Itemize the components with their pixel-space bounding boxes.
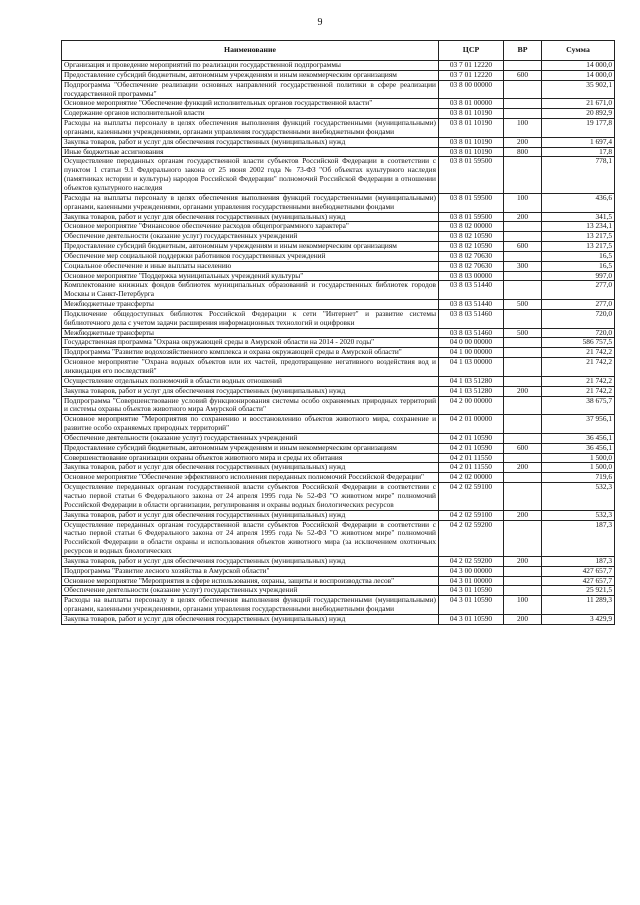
- cell-name: Осуществление отдельных полномочий в области водных отношений: [62, 376, 439, 386]
- cell-name: Основное мероприятие "Мероприятия в сфере использования, охраны, защиты и воспроизводства лесов": [62, 576, 439, 586]
- table-row: [62, 483, 615, 511]
- cell-csr: 04 1 00 00000: [439, 348, 504, 358]
- cell-vr: [504, 348, 542, 358]
- cell-sum: 35 902,1: [542, 80, 615, 99]
- table-row: [62, 443, 615, 453]
- cell-name: Содержание органов исполнительной власти: [62, 109, 439, 119]
- table-row: [62, 510, 615, 520]
- cell-name: Обеспечение деятельности (оказание услуг) государственных учреждений: [62, 433, 439, 443]
- table-row: [62, 242, 615, 252]
- cell-csr: 03 8 03 51460: [439, 328, 504, 338]
- cell-csr: 04 3 01 00000: [439, 576, 504, 586]
- table-row: [62, 261, 615, 271]
- table-row: [62, 109, 615, 119]
- cell-vr: [504, 576, 542, 586]
- cell-csr: 04 3 01 10590: [439, 614, 504, 624]
- table-row: [62, 576, 615, 586]
- table-row: [62, 309, 615, 328]
- table-row: [62, 463, 615, 473]
- cell-csr: 04 2 01 00000: [439, 415, 504, 434]
- cell-name: Социальное обеспечение и иные выплаты населению: [62, 261, 439, 271]
- cell-name: Расходы на выплаты персоналу в целях обеспечения выполнения функций государственными (муниципальными) органами, казенными учреждениями, органами управления государственными внебюджетными фондами: [62, 596, 439, 615]
- cell-sum: 11 289,3: [542, 596, 615, 615]
- table-row: [62, 300, 615, 310]
- cell-name: Предоставление субсидий бюджетным, автономным учреждениям и иным некоммерческим организациям: [62, 70, 439, 80]
- cell-name: Организация и проведение мероприятий по реализации государственной подпрограммы: [62, 61, 439, 71]
- cell-vr: [504, 80, 542, 99]
- page-number: 9: [317, 17, 323, 28]
- cell-vr: [504, 338, 542, 348]
- cell-vr: 200: [504, 510, 542, 520]
- table-row: [62, 586, 615, 596]
- cell-vr: 600: [504, 443, 542, 453]
- cell-csr: 04 2 01 11550: [439, 463, 504, 473]
- cell-name: Расходы на выплаты персоналу в целях обеспечения выполнения функций государственными (муниципальными) органами, казенными учреждениями, органами управления государственными внебюджетными фондами: [62, 193, 439, 212]
- cell-name: Государственная программа "Охрана окружающей среды в Амурской области на 2014 - 2020 годы": [62, 338, 439, 348]
- cell-sum: 21 671,0: [542, 99, 615, 109]
- cell-vr: [504, 251, 542, 261]
- cell-sum: 277,0: [542, 300, 615, 310]
- cell-name: Подпрограмма "Развитие лесного хозяйства в Амурской области": [62, 566, 439, 576]
- table-row: [62, 193, 615, 212]
- cell-vr: 200: [504, 137, 542, 147]
- table-row: [62, 566, 615, 576]
- cell-name: Иные бюджетные ассигнования: [62, 147, 439, 157]
- cell-name: Осуществление переданных органам государственной власти субъектов Российской Федерации в соответствии с частью первой статьи 6 Федерального закона от 24 апреля 1995 года № 52-ФЗ "О животном мире" полномочий Российской Федерации в области охраны и использования объектов животного мира (за исключением охотничьих ресурсов и водных биологических: [62, 520, 439, 556]
- table-row: [62, 614, 615, 624]
- cell-csr: 03 8 02 00000: [439, 222, 504, 232]
- budget-table: [61, 40, 615, 625]
- cell-sum: 14 000,0: [542, 70, 615, 80]
- cell-csr: 03 8 00 00000: [439, 80, 504, 99]
- cell-vr: [504, 157, 542, 193]
- table-row: [62, 137, 615, 147]
- cell-name: Межбюджетные трансферты: [62, 300, 439, 310]
- cell-vr: 600: [504, 70, 542, 80]
- cell-csr: 03 8 03 00000: [439, 271, 504, 281]
- cell-vr: 200: [504, 463, 542, 473]
- table-row: [62, 61, 615, 71]
- cell-sum: 778,1: [542, 157, 615, 193]
- cell-name: Комплектование книжных фондов библиотек муниципальных образований и государственных библиотек городов Москвы и Санкт-Петербурга: [62, 281, 439, 300]
- cell-name: Закупка товаров, работ и услуг для обеспечения государственных (муниципальных) нужд: [62, 386, 439, 396]
- cell-name: Закупка товаров, работ и услуг для обеспечения государственных (муниципальных) нужд: [62, 463, 439, 473]
- cell-sum: 21 742,2: [542, 386, 615, 396]
- cell-sum: 720,0: [542, 309, 615, 328]
- cell-sum: 1 500,0: [542, 463, 615, 473]
- cell-vr: 300: [504, 261, 542, 271]
- table-row: [62, 473, 615, 483]
- cell-sum: 277,0: [542, 281, 615, 300]
- cell-csr: 03 8 01 59500: [439, 193, 504, 212]
- cell-sum: 427 657,7: [542, 576, 615, 586]
- cell-vr: [504, 376, 542, 386]
- cell-sum: 17,8: [542, 147, 615, 157]
- cell-csr: 03 8 02 10590: [439, 232, 504, 242]
- cell-vr: 100: [504, 119, 542, 138]
- cell-csr: 04 2 00 00000: [439, 396, 504, 415]
- cell-sum: 13 234,1: [542, 222, 615, 232]
- cell-csr: 04 2 02 59100: [439, 483, 504, 511]
- cell-csr: 04 1 03 51280: [439, 386, 504, 396]
- table-row: [62, 80, 615, 99]
- cell-csr: 03 7 01 12220: [439, 70, 504, 80]
- cell-sum: 586 757,5: [542, 338, 615, 348]
- cell-csr: 03 8 03 51440: [439, 300, 504, 310]
- table-row: [62, 376, 615, 386]
- cell-sum: 997,0: [542, 271, 615, 281]
- cell-sum: 13 217,5: [542, 232, 615, 242]
- cell-name: Предоставление субсидий бюджетным, автономным учреждениям и иным некоммерческим организациям: [62, 443, 439, 453]
- table-row: [62, 212, 615, 222]
- cell-csr: 03 8 01 10190: [439, 137, 504, 147]
- cell-vr: [504, 396, 542, 415]
- cell-vr: [504, 566, 542, 576]
- cell-name: Закупка товаров, работ и услуг для обеспечения государственных (муниципальных) нужд: [62, 137, 439, 147]
- cell-vr: [504, 358, 542, 377]
- cell-vr: 200: [504, 212, 542, 222]
- cell-csr: 03 7 01 12220: [439, 61, 504, 71]
- cell-csr: 03 8 01 59500: [439, 212, 504, 222]
- cell-sum: 21 742,2: [542, 358, 615, 377]
- cell-name: Закупка товаров, работ и услуг для обеспечения государственных (муниципальных) нужд: [62, 510, 439, 520]
- cell-vr: [504, 433, 542, 443]
- table-row: [62, 338, 615, 348]
- table-row: [62, 596, 615, 615]
- cell-name: Закупка товаров, работ и услуг для обеспечения государственных (муниципальных) нужд: [62, 614, 439, 624]
- cell-sum: 427 657,7: [542, 566, 615, 576]
- cell-vr: [504, 271, 542, 281]
- cell-csr: 04 3 01 10590: [439, 596, 504, 615]
- cell-name: Подключение общедоступных библиотек Российской Федерации к сети "Интернет" и развитие системы библиотечного дела с учетом задачи расширения информационных технологий и оцифровки: [62, 309, 439, 328]
- table-row: [62, 396, 615, 415]
- cell-sum: 436,6: [542, 193, 615, 212]
- table-row: [62, 520, 615, 556]
- cell-sum: 341,5: [542, 212, 615, 222]
- cell-csr: 03 8 02 70630: [439, 261, 504, 271]
- cell-csr: 04 0 00 00000: [439, 338, 504, 348]
- cell-name: Основное мероприятие "Финансовое обеспечение расходов общепрограммного характера": [62, 222, 439, 232]
- cell-csr: 03 8 01 10190: [439, 109, 504, 119]
- cell-csr: 04 1 03 51280: [439, 376, 504, 386]
- cell-csr: 04 2 01 11550: [439, 453, 504, 463]
- cell-vr: [504, 281, 542, 300]
- cell-name: Основное мероприятие "Обеспечение функций исполнительных органов государственной власти": [62, 99, 439, 109]
- cell-sum: 36 456,1: [542, 433, 615, 443]
- cell-vr: [504, 473, 542, 483]
- cell-sum: 3 429,9: [542, 614, 615, 624]
- cell-vr: [504, 415, 542, 434]
- cell-sum: 20 892,9: [542, 109, 615, 119]
- cell-csr: 03 8 01 00000: [439, 99, 504, 109]
- cell-csr: 03 8 01 59500: [439, 157, 504, 193]
- table-row: [62, 70, 615, 80]
- cell-vr: [504, 483, 542, 511]
- cell-vr: 100: [504, 193, 542, 212]
- cell-name: Подпрограмма "Совершенствование условий функционирования системы особо охраняемых природных территорий и системы охраны объектов животного мира Амурской области": [62, 396, 439, 415]
- cell-vr: 600: [504, 242, 542, 252]
- cell-vr: 200: [504, 614, 542, 624]
- cell-sum: 16,5: [542, 251, 615, 261]
- cell-csr: 03 8 03 51440: [439, 281, 504, 300]
- header-sum: Сумма: [542, 41, 615, 61]
- table-row: [62, 453, 615, 463]
- cell-vr: 800: [504, 147, 542, 157]
- table-row: [62, 251, 615, 261]
- header-name: Наименование: [62, 41, 439, 61]
- table-row: [62, 556, 615, 566]
- cell-vr: 500: [504, 300, 542, 310]
- cell-sum: 14 000,0: [542, 61, 615, 71]
- cell-vr: [504, 520, 542, 556]
- cell-sum: 187,3: [542, 556, 615, 566]
- cell-csr: 03 8 03 51460: [439, 309, 504, 328]
- cell-name: Обеспечение мер социальной поддержки работников государственных учреждений: [62, 251, 439, 261]
- cell-sum: 532,3: [542, 483, 615, 511]
- cell-sum: 38 675,7: [542, 396, 615, 415]
- cell-vr: [504, 99, 542, 109]
- cell-sum: 13 217,5: [542, 242, 615, 252]
- cell-name: Основное мероприятие "Поддержка муниципальных учреждений культуры": [62, 271, 439, 281]
- cell-csr: 04 2 02 59100: [439, 510, 504, 520]
- cell-csr: 03 8 02 70630: [439, 251, 504, 261]
- cell-csr: 03 8 02 10590: [439, 242, 504, 252]
- cell-sum: 1 697,4: [542, 137, 615, 147]
- cell-name: Осуществление переданных органам государственной власти субъектов Российской Федерации в соответствии с пунктом 1 статьи 9.1 Федерального закона от 25 июня 2002 года № 73-ФЗ "Об объектах культурного наследия (памятниках истории и культуры) народов Российской Федерации" полномочий Российской Федерации в отношении объектов культурного наследия: [62, 157, 439, 193]
- cell-csr: 04 3 01 10590: [439, 586, 504, 596]
- cell-csr: 03 8 01 10190: [439, 119, 504, 138]
- cell-sum: 720,0: [542, 328, 615, 338]
- cell-name: Осуществление переданных органам государственной власти субъектов Российской Федерации в соответствии с частью первой статьи 6 Федерального закона от 24 апреля 1995 года № 52-ФЗ "О животном мире" полномочий Российской Федерации в области организации, регулирования и охраны водных биологических ресурсов: [62, 483, 439, 511]
- table-row: [62, 386, 615, 396]
- cell-name: Подпрограмма "Развитие водохозяйственного комплекса и охрана окружающей среды в Амурской области": [62, 348, 439, 358]
- cell-vr: 200: [504, 386, 542, 396]
- cell-name: Основное мероприятие "Обеспечение эффективного исполнения переданных полномочий Российской Федерации": [62, 473, 439, 483]
- cell-csr: 04 2 01 10590: [439, 443, 504, 453]
- cell-sum: 37 956,1: [542, 415, 615, 434]
- cell-name: Основное мероприятие "Мероприятия по сохранению и восстановлению объектов животного мира, сохранение и развитие особо охраняемых природных территорий": [62, 415, 439, 434]
- cell-csr: 03 8 01 10190: [439, 147, 504, 157]
- cell-name: Совершенствование организации охраны объектов животного мира и среды их обитания: [62, 453, 439, 463]
- table-row: [62, 232, 615, 242]
- cell-vr: [504, 222, 542, 232]
- cell-vr: 500: [504, 328, 542, 338]
- cell-vr: [504, 61, 542, 71]
- cell-sum: 16,5: [542, 261, 615, 271]
- table-row: [62, 271, 615, 281]
- cell-name: Подпрограмма "Обеспечение реализации основных направлений государственной политики в сфере реализации государственной программы": [62, 80, 439, 99]
- cell-csr: 04 2 02 59200: [439, 520, 504, 556]
- table-row: [62, 222, 615, 232]
- table-row: [62, 157, 615, 193]
- cell-sum: 25 921,5: [542, 586, 615, 596]
- cell-sum: 19 177,8: [542, 119, 615, 138]
- cell-sum: 719,6: [542, 473, 615, 483]
- cell-name: Расходы на выплаты персоналу в целях обеспечения выполнения функций государственными (муниципальными) органами, казенными учреждениями, органами управления государственными внебюджетными фондами: [62, 119, 439, 138]
- cell-sum: 36 456,1: [542, 443, 615, 453]
- cell-sum: 21 742,2: [542, 376, 615, 386]
- table-row: [62, 147, 615, 157]
- cell-sum: 187,3: [542, 520, 615, 556]
- table-row: [62, 358, 615, 377]
- table-row: [62, 281, 615, 300]
- cell-name: Обеспечение деятельности (оказание услуг) государственных учреждений: [62, 586, 439, 596]
- cell-name: Обеспечение деятельности (оказание услуг) государственных учреждений: [62, 232, 439, 242]
- cell-vr: [504, 309, 542, 328]
- header-vr: ВР: [504, 41, 542, 61]
- table-row: [62, 328, 615, 338]
- cell-name: Предоставление субсидий бюджетным, автономным учреждениям и иным некоммерческим организациям: [62, 242, 439, 252]
- cell-csr: 04 2 02 00000: [439, 473, 504, 483]
- cell-vr: 200: [504, 556, 542, 566]
- cell-name: Основное мероприятие "Охрана водных объектов или их частей, предотвращение негативного воздействия вод и ликвидация его последствий": [62, 358, 439, 377]
- cell-name: Закупка товаров, работ и услуг для обеспечения государственных (муниципальных) нужд: [62, 212, 439, 222]
- cell-vr: 100: [504, 596, 542, 615]
- table-row: [62, 119, 615, 138]
- table-row: [62, 99, 615, 109]
- cell-sum: 532,3: [542, 510, 615, 520]
- cell-sum: 1 500,0: [542, 453, 615, 463]
- table-row: [62, 348, 615, 358]
- cell-name: Закупка товаров, работ и услуг для обеспечения государственных (муниципальных) нужд: [62, 556, 439, 566]
- cell-sum: 21 742,2: [542, 348, 615, 358]
- header-csr: ЦСР: [439, 41, 504, 61]
- table-header-row: [62, 41, 615, 61]
- table-row: [62, 433, 615, 443]
- cell-csr: 04 3 00 00000: [439, 566, 504, 576]
- cell-name: Межбюджетные трансферты: [62, 328, 439, 338]
- cell-csr: 04 2 02 59200: [439, 556, 504, 566]
- cell-csr: 04 1 03 00000: [439, 358, 504, 377]
- cell-csr: 04 2 01 10590: [439, 433, 504, 443]
- table-row: [62, 415, 615, 434]
